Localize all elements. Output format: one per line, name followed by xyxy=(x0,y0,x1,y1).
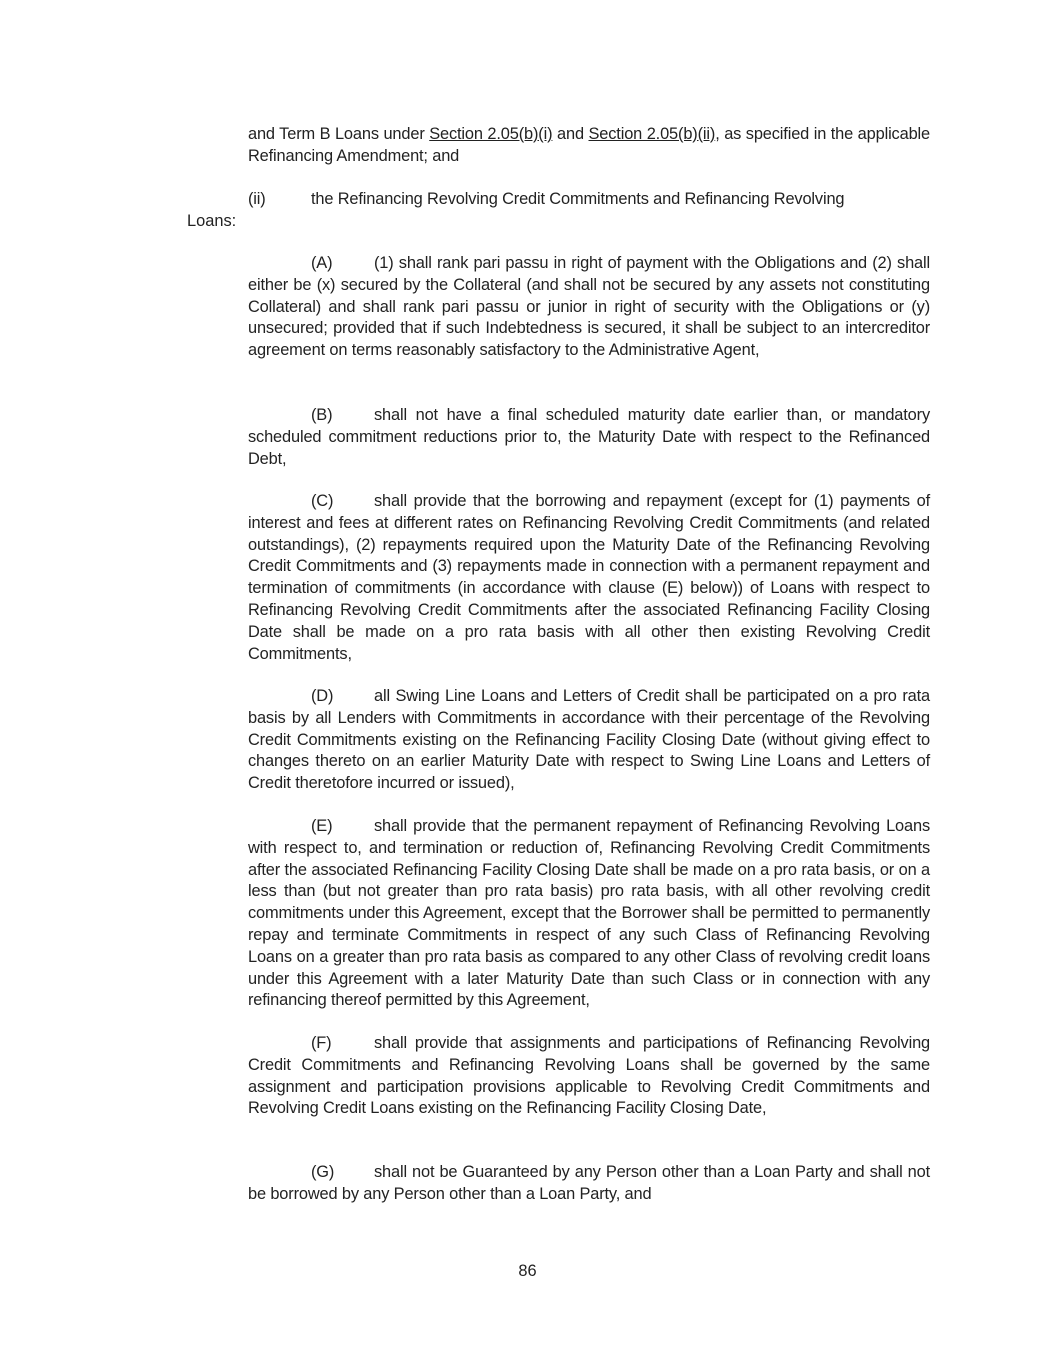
item-text: (1) shall rank pari passu in right of payment with the Obligations and (2) shall either be (x) secured by the Collateral (and shall not be secured by any assets not constituting Collateral) and shall rank pari passu or junior in right of security with the Obligations or (y) unsecured; provided that if such Indebtedness is secured, it shall be subject to an intercreditor agreement on terms reasonably satisfactory to the Administrative Agent, xyxy=(248,254,930,360)
item-paragraph xyxy=(248,686,930,795)
item-text: all Swing Line Loans and Letters of Credit shall be participated on a pro rata basis by all Lenders with Commitments in accordance with their percentage of the Revolving Credit Commitments existing on the Refinancing Facility Closing Date (without giving effect to changes thereto on an earlier Maturity Date with respect to Swing Line Loans and Letters of Credit theretofore incurred or issued), xyxy=(248,687,930,793)
item-label: (D) xyxy=(311,687,334,705)
intro-paragraph xyxy=(248,124,930,168)
item-label: (G) xyxy=(311,1163,335,1181)
intro-text: and Term B Loans under xyxy=(248,125,430,143)
item-text: shall provide that the borrowing and repayment (except for (1) payments of interest and fees at different rates on Refinancing Revolving Credit Commitments (and related outstandings), (2) repayments required upon the Maturity Date of the Refinancing Revolving Credit Commitments and (3) repayments made in connection with a permanent repayment and termination of commitments (in accordance with clause (E) below)) of Loans with respect to Refinancing Revolving Credit Commitments after the associated Refinancing Facility Closing Date shall be made on a pro rata basis with all other then existing Revolving Credit Commitments, xyxy=(248,492,930,663)
clause-ii-heading xyxy=(248,189,930,211)
item-paragraph xyxy=(248,491,930,665)
item-label: (E) xyxy=(311,817,333,835)
intro-text: and xyxy=(552,125,589,143)
item-label: (A) xyxy=(311,254,333,272)
clause-text: the Refinancing Revolving Credit Commitments and Refinancing Revolving xyxy=(311,190,845,208)
clause-label: (ii) xyxy=(248,190,266,208)
section-reference-link: Section 2.05(b)(ii) xyxy=(588,125,716,143)
section-reference-link: Section 2.05(b)(i) xyxy=(429,125,553,143)
item-label: (F) xyxy=(311,1034,332,1052)
item-label: (B) xyxy=(311,406,333,424)
item-paragraph xyxy=(248,1033,930,1120)
page-number: 86 xyxy=(518,1262,537,1280)
clause-continuation: Loans: xyxy=(187,212,237,230)
item-text: shall provide that the permanent repayment of Refinancing Revolving Loans with respect to, and termination or reduction of, Refinancing Revolving Credit Commitments after the associated Refinancing Facility Closing Date shall be made on a pro rata basis, or on a less than (but not greater than pro rata basis) pro rata basis, with all other revolving credit commitments under this Agreement, except that the Borrower shall be permitted to permanently repay and terminate Commitments in respect of any such Class of Refinancing Revolving Loans on a greater than pro rata basis as compared to any other Class of revolving credit loans under this Agreement with a later Maturity Date than such Class or in connection with any refinancing thereof permitted by this Agreement, xyxy=(248,817,930,1010)
item-text: shall provide that assignments and participations of Refinancing Revolving Credit Commitments and Refinancing Revolving Loans shall be governed by the same assignment and participation provisions applicable to Revolving Credit Commitments and Revolving Credit Loans existing on the Refinancing Facility Closing Date, xyxy=(248,1034,930,1118)
intro-text: , as specified in the applicable Refinancing Amendment; and xyxy=(248,125,930,165)
item-paragraph xyxy=(248,253,930,362)
item-paragraph xyxy=(248,816,930,1012)
item-text: shall not have a final scheduled maturity date earlier than, or mandatory scheduled commitment reductions prior to, the Maturity Date with respect to the Refinanced Debt, xyxy=(248,406,930,468)
item-paragraph xyxy=(248,405,930,470)
item-paragraph xyxy=(248,1162,930,1206)
item-label: (C) xyxy=(311,492,334,510)
item-text: shall not be Guaranteed by any Person other than a Loan Party and shall not be borrowed by any Person other than a Loan Party, and xyxy=(248,1163,930,1203)
